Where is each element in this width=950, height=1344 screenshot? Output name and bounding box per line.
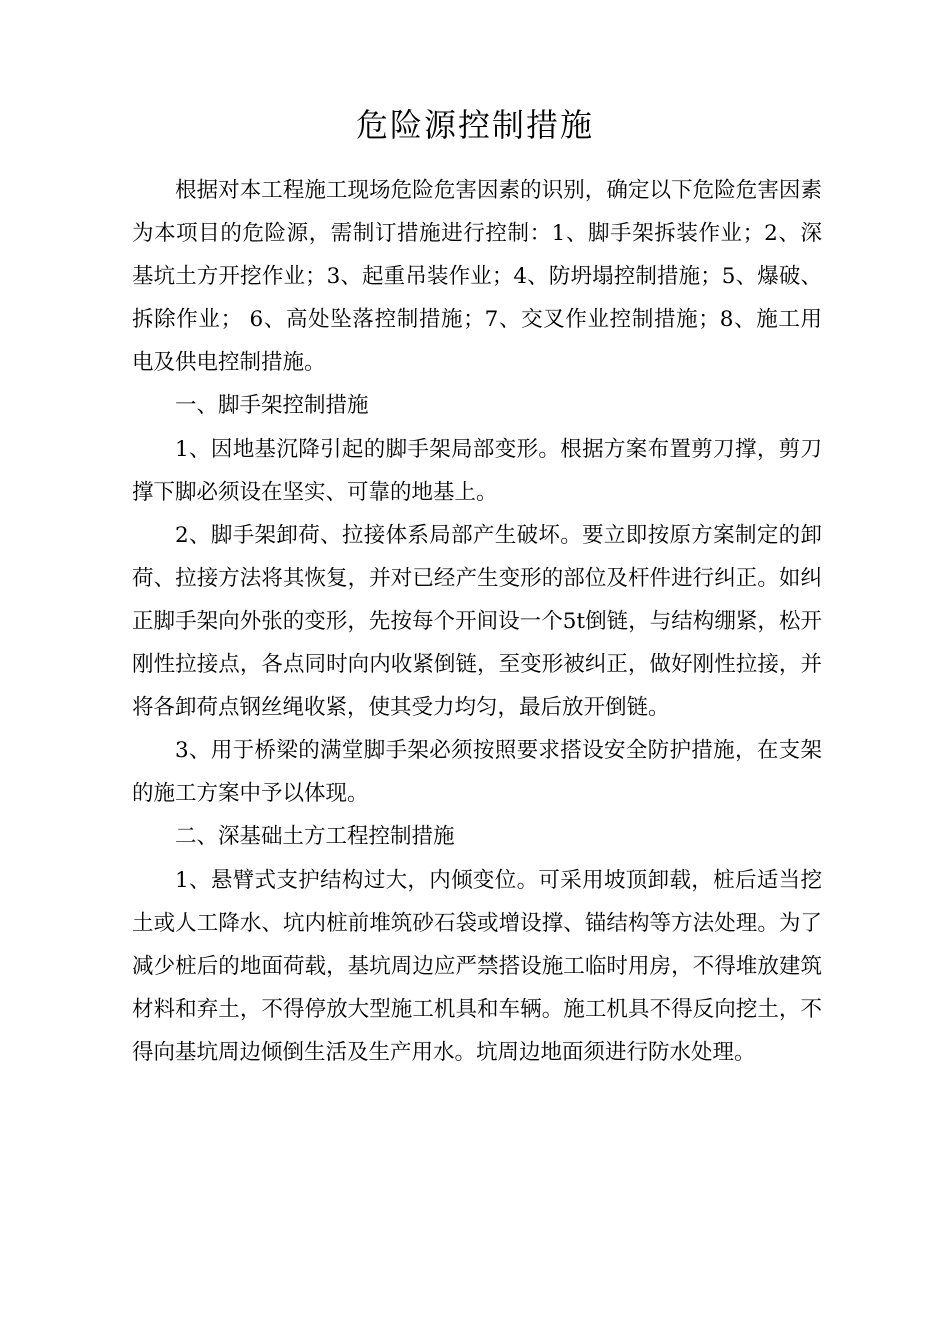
intro-paragraph: 根据对本工程施工现场危险危害因素的识别，确定以下危险危害因素为本项目的危险源，需制订措施进行控制：1、脚手架拆装作业；2、深基坑土方开挖作业；3、起重吊装作业；4、防坍塌控制措施；5、爆破、拆除作业； 6、高处坠落控制措施；7、交叉作业控制措施；8、施工用电及供电控制措施。 xyxy=(132,178,822,376)
section-heading-scaffold: 一、脚手架控制措施 xyxy=(175,393,369,419)
scaffold-item-2: 2、脚手架卸荷、拉接体系局部产生破坏。要立即按原方案制定的卸荷、拉接方法将其恢复，并对已经产生变形的部位及杆件进行纠正。如纠正脚手架向外张的变形，先按每个开间设一个5t倒链，与结构绷紧，松开刚性拉接点，各点同时向内收紧倒链，至变形被纠正，做好刚性拉接，并将各卸荷点钢丝绳收紧，使其受力均匀，最后放开倒链。 xyxy=(132,522,822,721)
scaffold-item-3: 3、用于桥梁的满堂脚手架必须按照要求搭设安全防护措施，在支架的施工方案中予以体现。 xyxy=(132,738,822,807)
document-title: 危险源控制措施 xyxy=(355,106,594,144)
section-heading-excavation: 二、深基础土方工程控制措施 xyxy=(175,824,455,850)
scaffold-item-1: 1、因地基沉降引起的脚手架局部变形。根据方案布置剪刀撑，剪刀撑下脚必须设在坚实、可靠的地基上。 xyxy=(132,436,822,505)
excavation-item-1: 1、悬臂式支护结构过大，内倾变位。可采用坡顶卸载，桩后适当挖土或人工降水、坑内桩前堆筑砂石袋或增设撑、锚结构等方法处理。为了减少桩后的地面荷载，基坑周边应严禁搭设施工临时用房，不得堆放建筑材料和弃土，不得停放大型施工机具和车辆。施工机具不得反向挖土，不得向基坑周边倾倒生活及生产用水。坑周边地面须进行防水处理。 xyxy=(132,867,822,1065)
document-body xyxy=(132,169,822,1074)
